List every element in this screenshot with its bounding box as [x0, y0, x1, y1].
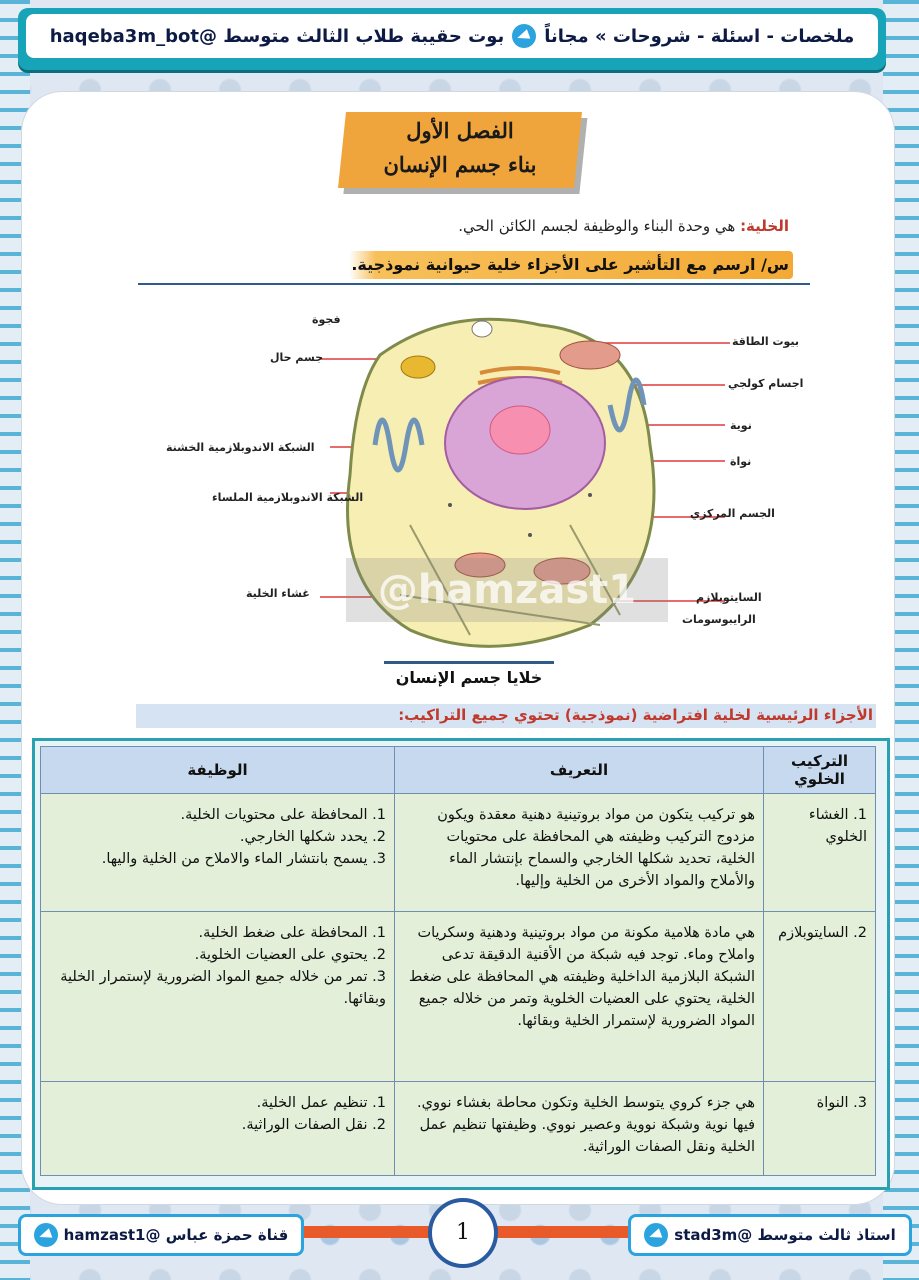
page-number: 1 — [428, 1198, 498, 1268]
header-structure: التركيب الخلوي — [764, 747, 876, 794]
label-cell-membrane: غشاء الخلية — [246, 587, 310, 600]
table-row — [41, 912, 876, 1082]
cell-definition — [458, 217, 789, 235]
table-header-row — [41, 747, 876, 794]
label-ribosomes: الرايبوسومات — [682, 613, 756, 626]
label-mitochondria: بيوت الطاقة — [732, 335, 800, 348]
telegram-icon — [512, 24, 536, 48]
diagram-caption: خلايا جسم الإنسان — [395, 668, 543, 687]
label-golgi: اجسام كولجي — [728, 377, 804, 390]
function-item: 2. يحدد شكلها الخارجي. — [239, 829, 386, 845]
footer-left-text: قناة حمزة عباس @hamzast1 — [63, 1226, 289, 1244]
label-centrosome: الجسم المركزي — [690, 507, 775, 520]
header-function: الوظيفة — [41, 747, 395, 794]
telegram-icon — [644, 1223, 668, 1247]
label-lysosome: جسم حال — [270, 351, 324, 364]
watermark: @hamzast1 — [346, 558, 668, 622]
table-row — [41, 794, 876, 912]
structure-name: 3. النواة — [764, 1082, 876, 1176]
definition-text: هي وحدة البناء والوظيفة لجسم الكائن الحي. — [458, 217, 736, 235]
label-rough-er: الشبكة الاندوبلازمية الخشنة — [166, 441, 315, 454]
structure-definition: هي جزء كروي يتوسط الخلية وتكون محاطة بغشاء نووي. فيها نوية وشبكة نووية وعصير نووي. وظيفتها تنظيم عمل الخلية ونقل الصفات الوراثية. — [395, 1082, 764, 1176]
chapter-number: الفصل الأول — [406, 118, 514, 143]
top-banner-inner — [26, 14, 878, 58]
chapter-title — [342, 114, 578, 182]
parts-title: الأجزاء الرئيسية لخلية افتراضية (نموذجية) تحتوي جميع التراكيب: — [398, 706, 873, 724]
function-item: 1. تنظيم عمل الخلية. — [256, 1095, 386, 1111]
label-smooth-er: الشبكة الاندوبلازمية الملساء — [212, 491, 364, 504]
question-text: س/ ارسم مع التأشير على الأجزاء خلية حيوانية نموذجية. — [351, 255, 789, 274]
header-definition: التعريف — [395, 747, 764, 794]
label-nucleus: نواة — [730, 455, 752, 468]
top-banner — [18, 8, 886, 70]
structure-name: 2. السايتوبلازم — [764, 912, 876, 1082]
structure-functions — [41, 794, 395, 912]
definition-key: الخلية: — [740, 217, 789, 235]
label-vacuole: فجوة — [312, 313, 341, 326]
banner-bot-link[interactable]: بوت حقيبة طلاب الثالث متوسط @haqeba3m_bot — [49, 25, 505, 47]
divider-line — [138, 283, 810, 285]
banner-text: ملخصات - اسئلة - شروحات » مجاناً — [544, 25, 855, 47]
function-item: 3. يسمح بانتشار الماء والاملاح من الخلية واليها. — [101, 851, 386, 867]
footer-right-text: استاذ ثالث متوسط @stad3m — [674, 1226, 896, 1244]
function-item: 1. المحافظة على محتويات الخلية. — [180, 807, 386, 823]
function-item: 1. المحافظة على ضغط الخلية. — [198, 925, 386, 941]
label-cytoplasm: السايتوبلازم — [696, 591, 762, 604]
function-item: 2. نقل الصفات الوراثية. — [241, 1117, 386, 1133]
structure-functions — [41, 912, 395, 1082]
label-nucleolus: نوية — [730, 419, 752, 432]
structure-definition: هي مادة هلامية مكونة من مواد بروتينية ودهنية وسكريات واملاح وماء. توجد فيه شبكة من الأقنية الدقيقة تدعى الشبكة البلازمية الداخلية وظيفته هي المحافظة على ضغط الخلية، يحتوي على العضيات الخلوية وتمر من خلاله جميع المواد الضرورية لإستمرار الخلية وبقائها. — [395, 912, 764, 1082]
structure-definition: هو تركيب يتكون من مواد بروتينية دهنية معقدة ويكون مزدوج التركيب وظيفته هي المحافظة على محتويات الخلية، تحديد شكلها الخارجي والسماح بإنتشار الماء والأملاح والمواد الأخرى من الخلية وإليها. — [395, 794, 764, 912]
structure-functions — [41, 1082, 395, 1176]
function-item: 2. يحتوي على العضيات الخلوية. — [194, 947, 386, 963]
structure-name: 1. الغشاء الخلوي — [764, 794, 876, 912]
telegram-icon — [34, 1223, 58, 1247]
cell-structures-table — [40, 746, 876, 1176]
function-item: 3. تمر من خلاله جميع المواد الضرورية لإستمرار الخلية وبقائها. — [60, 969, 386, 1007]
table-row — [41, 1082, 876, 1176]
footer-teacher-link[interactable] — [628, 1214, 912, 1256]
chapter-name: بناء جسم الإنسان — [383, 152, 537, 177]
caption-bar — [384, 661, 554, 664]
footer-channel-link[interactable] — [18, 1214, 304, 1256]
